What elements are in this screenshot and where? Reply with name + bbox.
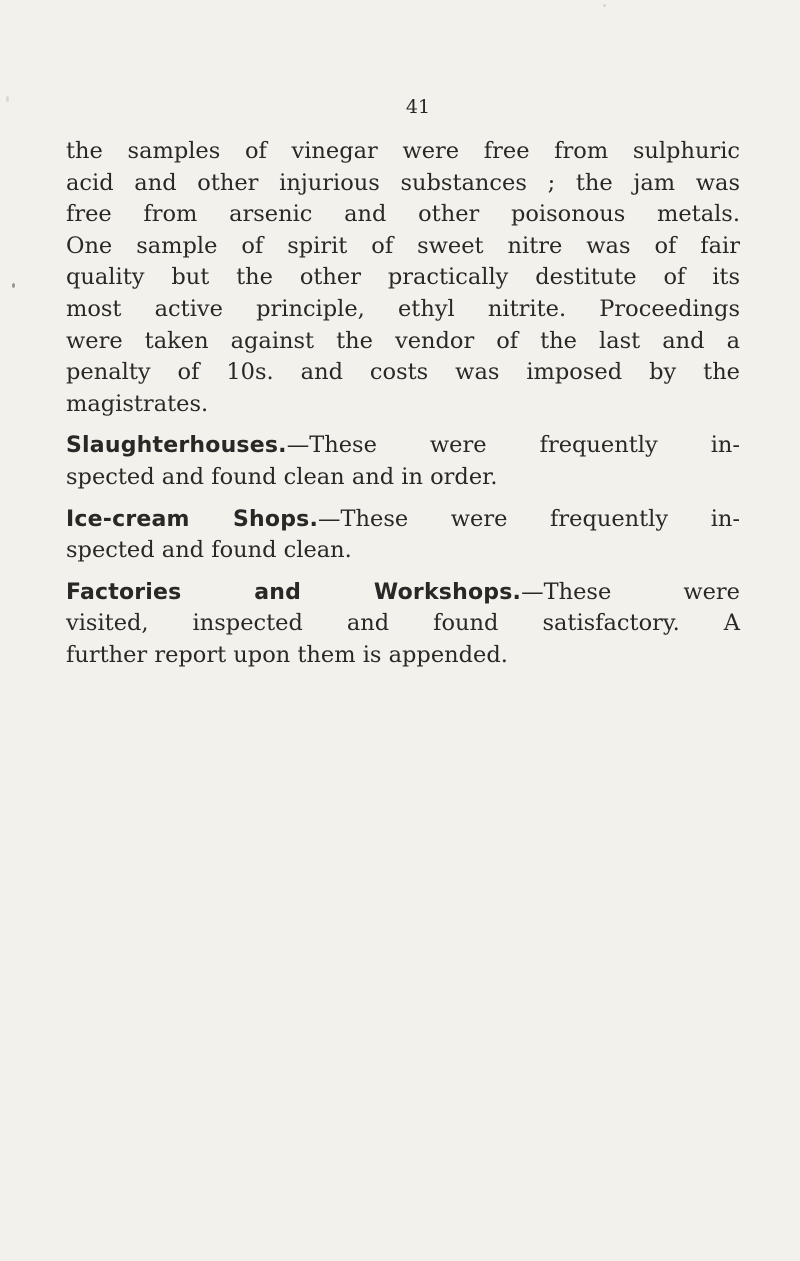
paper-speck: [12, 283, 15, 288]
text-line: acid and other injurious substances ; the jam was: [66, 169, 740, 196]
section-heading-factories-workshops: Factories and Workshops.: [66, 579, 522, 605]
text-line: [66, 504, 740, 536]
text-line: spected and found clean.: [66, 537, 352, 564]
text-line: spected and found clean and in order.: [66, 463, 498, 490]
paper-speck: [603, 4, 606, 7]
text-line: free from arsenic and other poisonous metals.: [66, 201, 740, 228]
text-line: quality but the other practically destitute of its: [66, 264, 740, 291]
page-number: 41: [405, 96, 431, 118]
heading-continuation: —These were frequently in-: [286, 432, 740, 459]
heading-continuation: —These were frequently in-: [318, 505, 740, 532]
text-line: One sample of spirit of sweet nitre was of fair: [66, 232, 740, 259]
text-line: penalty of 10s. and costs was imposed by the: [66, 359, 740, 386]
text-line: further report upon them is appended.: [66, 641, 508, 668]
text-line: were taken against the vendor of the last and a: [66, 327, 740, 354]
paragraph-slaughterhouses: [66, 430, 740, 493]
text-line: most active principle, ethyl nitrite. Proceedings: [66, 295, 740, 322]
paper-speck: [6, 96, 9, 102]
heading-continuation: —These were: [521, 578, 740, 605]
text-line: the samples of vinegar were free from sulphuric: [66, 138, 740, 164]
body-text: [66, 136, 740, 682]
paragraph-food-samples: [66, 136, 740, 420]
text-line: visited, inspected and found satisfactory. A: [66, 610, 740, 637]
section-heading-slaughterhouses: Slaughterhouses.: [66, 433, 287, 459]
section-heading-ice-cream-shops: Ice-cream Shops.: [66, 506, 318, 532]
paragraph-factories-workshops: [66, 577, 740, 672]
text-line: [66, 430, 740, 462]
text-line: [66, 577, 740, 609]
text-line: magistrates.: [66, 390, 209, 417]
paragraph-ice-cream-shops: [66, 504, 740, 567]
